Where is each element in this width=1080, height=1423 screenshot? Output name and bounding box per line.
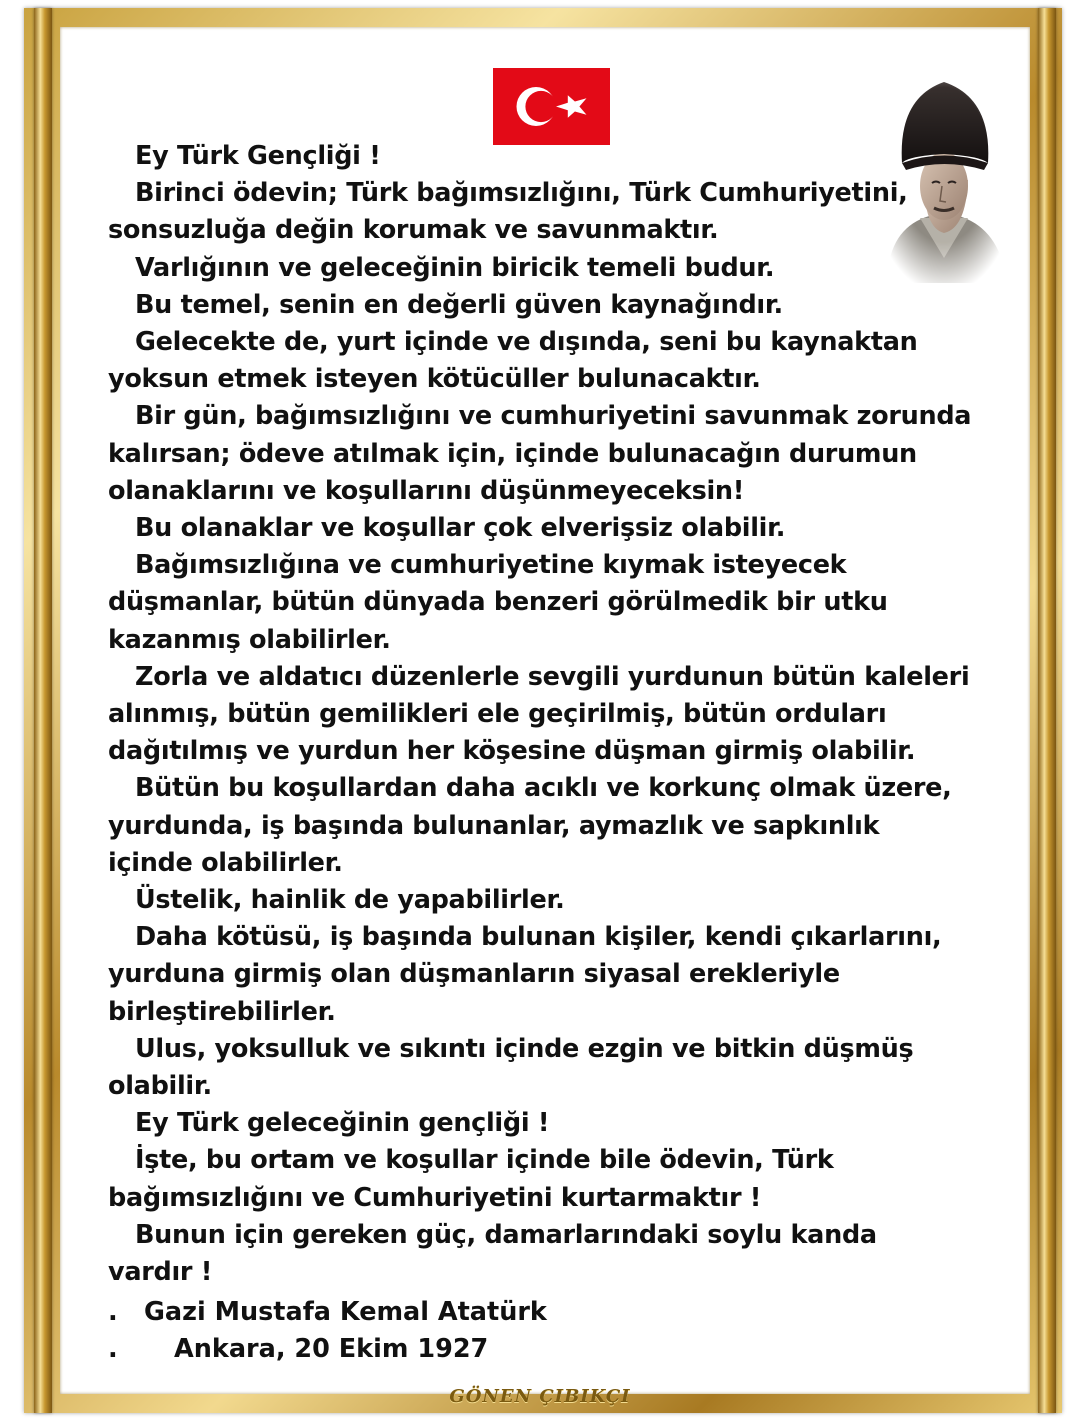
bullet-dot: . [108,1297,118,1327]
speech-line: birleştirebilirler. [108,996,336,1027]
speech-line: İşte, bu ortam ve koşullar içinde bile ödevin, Türk [135,1145,834,1176]
speech-line: içinde olabilirler. [108,847,343,878]
speech-line: Üstelik, hainlik de yapabilirler. [135,885,565,916]
speech-line: Varlığının ve geleceğinin biricik temeli budur. [135,252,775,283]
speech-line: yurdunda, iş başında bulunanlar, aymazlık ve sapkınlık [108,810,880,841]
speech-line: Bütün bu koşullardan daha acıklı ve korkunç olmak üzere, [135,773,952,804]
turkish-flag-icon [493,68,610,145]
credit-text: GÖNEN ÇIBIKÇI [449,1386,631,1407]
right-frame-post [1038,8,1056,1413]
speech-line: dağıtılmış ve yurdun her köşesine düşman girmiş olabilir. [108,736,916,767]
speech-line: yurduna girmiş olan düşmanların siyasal erekleriyle [108,959,840,990]
speech-line: sonsuzluğa değin korumak ve savunmaktır. [108,215,719,246]
speech-text [108,138,988,1291]
speech-line: Ey Türk Gençliği ! [135,141,381,171]
speech-line: olanaklarını ve koşullarını düşünmeyeceksin! [108,475,745,506]
author-row [108,1294,547,1331]
speech-line: Bir gün, bağımsızlığını ve cumhuriyetini savunmak zorunda [135,401,972,432]
bullet-dot: . [108,1334,118,1365]
speech-line: Bu temel, senin en değerli güven kaynağındır. [135,289,783,320]
speech-line: Bu olanaklar ve koşullar çok elverişsiz olabilir. [135,513,786,544]
speech-line: düşmanlar, bütün dünyada benzeri görülmedik bir utku [108,587,888,618]
place-date: Ankara, 20 Ekim 1927 [174,1334,489,1365]
signature-block [108,1294,547,1368]
speech-line: vardır ! [108,1257,213,1288]
speech-line: Birinci ödevin; Türk bağımsızlığını, Türk Cumhuriyetini, [135,178,908,209]
speech-line: kazanmış olabilirler. [108,624,391,655]
speech-line: Zorla ve aldatıcı düzenlerle sevgili yurdunun bütün kaleleri [135,661,970,692]
speech-line: olabilir. [108,1071,212,1102]
speech-line: Ey Türk geleceğinin gençliği ! [135,1108,550,1139]
place-date-row [108,1331,547,1368]
speech-line: alınmış, bütün gemilikleri ele geçirilmiş, bütün orduları [108,699,887,730]
speech-line: kalırsan; ödeve atılmak için, içinde bulunacağın durumun [108,438,917,469]
author-name: Gazi Mustafa Kemal Atatürk [144,1297,547,1327]
speech-line: bağımsızlığını ve Cumhuriyetini kurtarmaktır ! [108,1182,762,1213]
speech-line: Gelecekte de, yurt içinde ve dışında, seni bu kaynaktan [135,327,918,358]
speech-line: yoksun etmek isteyen kötücüller bulunacaktır. [108,364,761,395]
speech-line: Daha kötüsü, iş başında bulunan kişiler, kendi çıkarlarını, [135,922,942,953]
speech-line: Bunun için gereken güç, damarlarındaki soylu kanda [135,1219,877,1250]
speech-line: Bağımsızlığına ve cumhuriyetine kıymak isteyecek [135,550,847,581]
left-frame-post [34,8,52,1413]
speech-line: Ulus, yoksulluk ve sıkıntı içinde ezgin ve bitkin düşmüş [135,1033,914,1064]
